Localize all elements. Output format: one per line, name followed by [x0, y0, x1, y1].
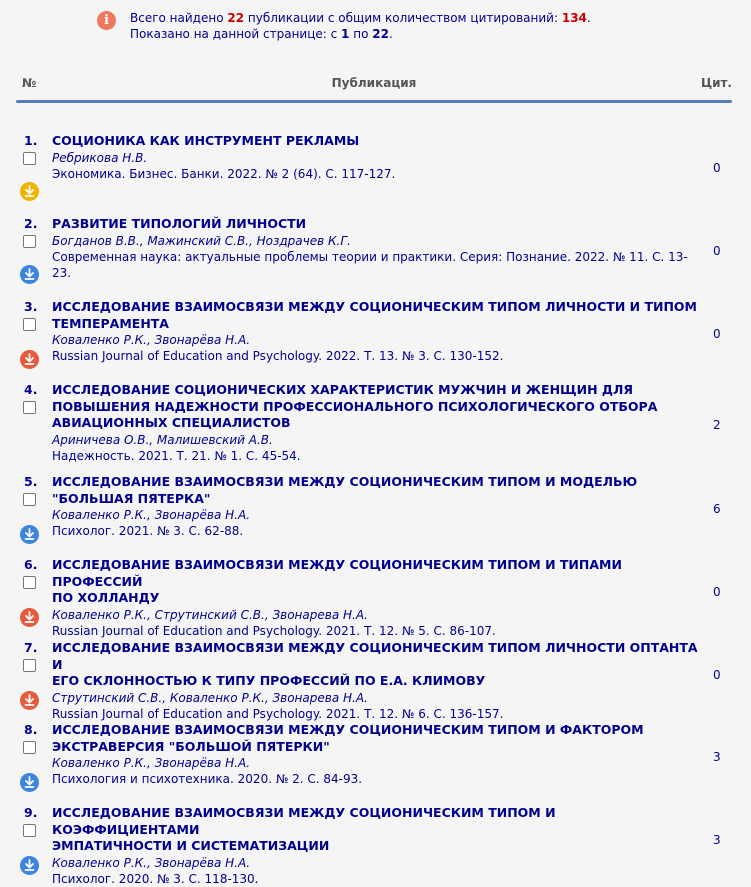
publication-authors: Коваленко Р.К., Струтинский С.В., Звонарева Н.А.	[52, 607, 368, 622]
range-prefix: Показано на данной странице: с	[130, 27, 342, 41]
publication-entry	[52, 722, 702, 787]
column-header-number: №	[22, 76, 37, 90]
publication-authors: Богданов В.В., Мажинский С.В., Ноздрачев К.Г.	[52, 233, 351, 248]
select-checkbox[interactable]	[23, 741, 36, 754]
publication-title[interactable]: ПОВЫШЕНИЯ НАДЕЖНОСТИ ПРОФЕССИОНАЛЬНОГО ПСИХОЛОГИЧЕСКОГО ОТБОРА	[52, 398, 658, 414]
row-number: 3.	[24, 299, 38, 314]
summary-mid: публикации с общим количеством цитирований:	[244, 11, 562, 25]
publication-entry	[52, 557, 702, 639]
table-header	[16, 70, 732, 98]
publication-entry	[52, 640, 702, 722]
citation-count: 0	[713, 244, 721, 258]
publication-source: Russian Journal of Education and Psychology. 2021. Т. 12. № 5. С. 86-107.	[52, 623, 496, 638]
publication-authors: Коваленко Р.К., Звонарёва Н.А.	[52, 333, 251, 347]
publication-entry	[52, 805, 702, 887]
column-header-publication: Публикация	[331, 76, 417, 90]
publication-title[interactable]: ИССЛЕДОВАНИЕ ВЗАИМОСВЯЗИ МЕЖДУ СОЦИОНИЧЕСКИМ ТИПОМ И КОЭФФИЦИЕНТАМИ	[52, 805, 556, 837]
column-header-citations: Цит.	[700, 76, 732, 90]
publication-source: Russian Journal of Education and Psychology. 2022. Т. 13. № 3. С. 130-152.	[52, 349, 504, 363]
publication-source: Russian Journal of Education and Psychology. 2021. Т. 12. № 6. С. 136-157.	[52, 706, 504, 721]
row-number: 6.	[24, 557, 38, 572]
summary-line-2	[130, 26, 591, 42]
publication-title[interactable]: ИССЛЕДОВАНИЕ ВЗАИМОСВЯЗИ МЕЖДУ СОЦИОНИЧЕСКИМ ТИПОМ И ТИПАМИ ПРОФЕССИЙ	[52, 557, 622, 589]
publication-authors: Ариничева О.В., Малишевский А.В.	[52, 432, 273, 447]
select-checkbox[interactable]	[23, 318, 36, 331]
select-checkbox[interactable]	[23, 152, 36, 165]
publication-entry	[52, 382, 702, 464]
publication-entry	[52, 474, 702, 539]
publication-entry	[52, 299, 702, 364]
publication-title[interactable]: ТЕМПЕРАМЕНТА	[52, 315, 169, 331]
publication-title[interactable]: "БОЛЬШАЯ ПЯТЕРКА"	[52, 490, 211, 506]
row-number: 7.	[24, 640, 38, 655]
row-number: 8.	[24, 722, 38, 737]
select-checkbox[interactable]	[23, 235, 36, 248]
publication-source: Современная наука: актуальные проблемы теории и практики. Серия: Познание. 2022. № 11. С. 13-23.	[52, 249, 688, 280]
range-mid: по	[349, 27, 373, 41]
publication-source: Психолог. 2021. № 3. С. 62-88.	[52, 524, 244, 538]
publication-title[interactable]: ЭКСТРАВЕРСИЯ "БОЛЬШОЙ ПЯТЕРКИ"	[52, 738, 330, 754]
row-number: 5.	[24, 474, 38, 489]
publication-title[interactable]: ПО ХОЛЛАНДУ	[52, 590, 160, 605]
info-icon: i	[97, 11, 116, 30]
select-checkbox[interactable]	[23, 659, 36, 672]
download-icon[interactable]	[20, 608, 39, 627]
download-icon[interactable]	[20, 182, 39, 201]
publication-title[interactable]: ИССЛЕДОВАНИЕ ВЗАИМОСВЯЗИ МЕЖДУ СОЦИОНИЧЕСКИМ ТИПОМ ЛИЧНОСТИ ОПТАНТА И	[52, 640, 698, 672]
publication-authors: Коваленко Р.К., Звонарёва Н.А.	[52, 855, 251, 870]
publication-title[interactable]: ИССЛЕДОВАНИЕ ВЗАИМОСВЯЗИ МЕЖДУ СОЦИОНИЧЕСКИМ ТИПОМ И МОДЕЛЬЮ	[52, 474, 638, 489]
range-from: 1	[341, 27, 350, 41]
citation-count: 0	[713, 668, 721, 682]
citation-count: 6	[713, 502, 721, 516]
summary-line-1	[130, 10, 591, 26]
range-suffix: .	[388, 27, 393, 41]
citation-count: 0	[713, 585, 721, 599]
publication-authors: Струтинский С.В., Коваленко Р.К., Звонарева Н.А.	[52, 690, 368, 705]
publication-title[interactable]: ЕГО СКЛОННОСТЬЮ К ТИПУ ПРОФЕССИЙ ПО Е.А. КЛИМОВУ	[52, 673, 486, 688]
download-icon[interactable]	[20, 856, 39, 875]
publication-title[interactable]: ИССЛЕДОВАНИЕ СОЦИОНИЧЕСКИХ ХАРАКТЕРИСТИК МУЖЧИН И ЖЕНЩИН ДЛЯ	[52, 382, 634, 397]
download-icon[interactable]	[20, 525, 39, 544]
citation-count: 2	[713, 418, 721, 432]
publication-authors: Коваленко Р.К., Звонарёва Н.А.	[52, 508, 251, 522]
publication-source: Психолог. 2020. № 3. С. 118-130.	[52, 871, 259, 886]
publication-source: Надежность. 2021. Т. 21. № 1. С. 45-54.	[52, 448, 301, 463]
summary-suffix: .	[586, 11, 591, 25]
publication-title[interactable]: АВИАЦИОННЫХ СПЕЦИАЛИСТОВ	[52, 415, 291, 430]
publication-entry	[52, 216, 702, 281]
range-to: 22	[372, 27, 389, 41]
citation-count: 0	[713, 161, 721, 175]
header-divider	[16, 100, 732, 103]
results-summary	[97, 10, 737, 44]
publication-title[interactable]: ЭМПАТИЧНОСТИ И СИСТЕМАТИЗАЦИИ	[52, 838, 330, 853]
download-icon[interactable]	[20, 773, 39, 792]
row-number: 9.	[24, 805, 38, 820]
row-number: 4.	[24, 382, 38, 397]
publication-title[interactable]: СОЦИОНИКА КАК ИНСТРУМЕНТ РЕКЛАМЫ	[52, 133, 360, 148]
publication-authors: Коваленко Р.К., Звонарёва Н.А.	[52, 756, 251, 770]
summary-prefix: Всего найдено	[130, 11, 228, 25]
publication-authors: Ребрикова Н.В.	[52, 150, 148, 165]
select-checkbox[interactable]	[23, 824, 36, 837]
summary-text	[130, 10, 591, 42]
publication-title[interactable]: ИССЛЕДОВАНИЕ ВЗАИМОСВЯЗИ МЕЖДУ СОЦИОНИЧЕСКИМ ТИПОМ И ФАКТОРОМ	[52, 722, 644, 737]
download-icon[interactable]	[20, 265, 39, 284]
citation-count: 0	[713, 327, 721, 341]
select-checkbox[interactable]	[23, 576, 36, 589]
publication-entry	[52, 133, 702, 182]
citation-count: 3	[713, 750, 721, 764]
select-checkbox[interactable]	[23, 493, 36, 506]
row-number: 2.	[24, 216, 38, 231]
row-number: 1.	[24, 133, 38, 148]
citation-total: 134	[561, 11, 587, 25]
publication-source: Психология и психотехника. 2020. № 2. С. 84-93.	[52, 772, 363, 786]
publication-title[interactable]: ИССЛЕДОВАНИЕ ВЗАИМОСВЯЗИ МЕЖДУ СОЦИОНИЧЕСКИМ ТИПОМ ЛИЧНОСТИ И ТИПОМ	[52, 299, 697, 314]
found-count: 22	[227, 11, 245, 25]
download-icon[interactable]	[20, 350, 39, 369]
download-icon[interactable]	[20, 691, 39, 710]
select-checkbox[interactable]	[23, 401, 36, 414]
publication-source: Экономика. Бизнес. Банки. 2022. № 2 (64). С. 117-127.	[52, 166, 396, 181]
publication-title[interactable]: РАЗВИТИЕ ТИПОЛОГИЙ ЛИЧНОСТИ	[52, 216, 307, 231]
citation-count: 3	[713, 833, 721, 847]
